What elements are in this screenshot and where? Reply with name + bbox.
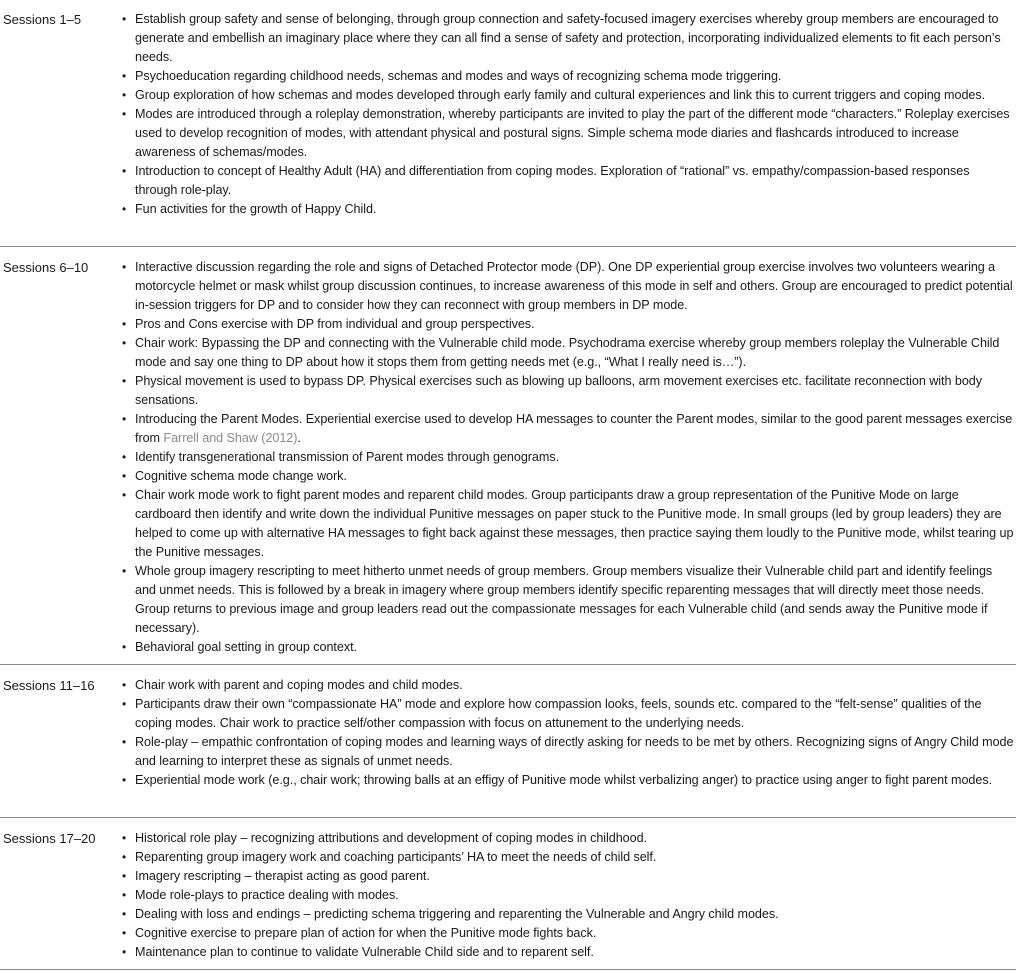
list-item: • Pros and Cons exercise with DP from individual and group perspectives.: [122, 315, 1014, 334]
citation-link[interactable]: Farrell and Shaw (2012): [163, 431, 298, 445]
list-item: • Dealing with loss and endings – predicting schema triggering and reparenting the Vulnerable and Angry child modes.: [122, 905, 1014, 924]
bullet-icon: •: [122, 260, 127, 274]
activity-list: [122, 676, 1014, 790]
list-item: • Interactive discussion regarding the role and signs of Detached Protector mode (DP). One DP experiential group exercise involves two volunteers wearing a motorcycle helmet or mask whilst group discussion continues, to increase awareness of this mode in self and others. Group are encouraged to predict potential in-session triggers for DP and to consider how they can reconnect with group members in DP mode.: [122, 260, 1013, 312]
list-item: • Role-play – empathic confrontation of coping modes and learning ways of directly asking for needs to be met by others. Recognizing signs of Angry Child mode and learning to interpret these as signals of unmet needs.: [122, 735, 1014, 768]
list-item: • Historical role play – recognizing attributions and development of coping modes in childhood.: [122, 829, 1014, 848]
bullet-icon: •: [122, 374, 127, 388]
bullet-icon: •: [122, 488, 127, 502]
list-item: • Chair work with parent and coping modes and child modes.: [122, 676, 1014, 695]
list-item: • Cognitive schema mode change work.: [122, 467, 1014, 486]
list-item: • Imagery rescripting – therapist acting as good parent.: [122, 867, 1014, 886]
bullet-icon: •: [122, 640, 127, 654]
bullet-icon: •: [122, 564, 127, 578]
bullet-icon: •: [122, 888, 127, 902]
bullet-icon: •: [122, 12, 127, 26]
list-item: • Establish group safety and sense of belonging, through group connection and safety-focused imagery exercises whereby group members are encouraged to generate and embellish an imaginary place where they can all find a sense of safety and protection, incorporating individualized elements to fit each person’s needs.: [122, 12, 1001, 64]
list-item: • Introduction to concept of Healthy Adult (HA) and differentiation from coping modes. Exploration of “rational” vs. empathy/compassion-based responses through role-play.: [122, 164, 970, 197]
list-item: • Reparenting group imagery work and coaching participants’ HA to meet the needs of child self.: [122, 848, 1014, 867]
session-label: Sessions 1–5: [3, 12, 82, 27]
list-item: • Behavioral goal setting in group context.: [122, 638, 1014, 657]
bullet-icon: •: [122, 697, 127, 711]
bullet-icon: •: [122, 164, 127, 178]
list-item: • Participants draw their own “compassionate HA” mode and explore how compassion looks, feels, sounds etc. compared to the “felt-sense” qualities of the coping modes. Chair work to practice self/other compassion with focus on attunement to the underlying needs.: [122, 697, 982, 730]
list-item: • Group exploration of how schemas and modes developed through early family and cultural experiences and link this to current triggers and coping modes.: [122, 86, 1014, 105]
list-item: • Maintenance plan to continue to validate Vulnerable Child side and to reparent self.: [122, 943, 1014, 962]
list-item: • Introducing the Parent Modes. Experiential exercise used to develop HA messages to counter the Parent modes, similar to the good parent messages exercise from Farrell and Shaw (2012).: [122, 412, 1013, 445]
bullet-icon: •: [122, 850, 127, 864]
bullet-icon: •: [122, 469, 127, 483]
activity-list: [122, 10, 1014, 219]
list-item: • Fun activities for the growth of Happy Child.: [122, 200, 1014, 219]
bullet-icon: •: [122, 412, 127, 426]
bullet-icon: •: [122, 450, 127, 464]
session-label: Sessions 6–10: [3, 260, 89, 275]
session-label: Sessions 17–20: [3, 831, 96, 846]
list-item: • Physical movement is used to bypass DP. Physical exercises such as blowing up balloons, arm movement exercises etc. facilitate reconnection with body sensations.: [122, 374, 983, 407]
bullet-icon: •: [122, 773, 127, 787]
bullet-icon: •: [122, 317, 127, 331]
bullet-icon: •: [122, 678, 127, 692]
activity-list: [122, 258, 1014, 657]
bullet-icon: •: [122, 926, 127, 940]
row-divider: [0, 664, 1016, 665]
list-item: • Chair work mode work to fight parent modes and reparent child modes. Group participants draw a group representation of the Punitive Mode on large cardboard then identify and write down the individual Punitive messages on paper stuck to the Punitive mode. In small groups (led by group leaders) they are helped to come up with alternative HA messages to fight back against these messages, then practice saying them loudly to the Punitive mode, whilst tearing up the Punitive messages.: [122, 488, 1014, 559]
bullet-icon: •: [122, 69, 127, 83]
bullet-icon: •: [122, 907, 127, 921]
bullet-icon: •: [122, 202, 127, 216]
bullet-icon: •: [122, 107, 127, 121]
bullet-icon: •: [122, 869, 127, 883]
row-divider: [0, 969, 1016, 970]
bullet-icon: •: [122, 831, 127, 845]
session-label: Sessions 11–16: [3, 678, 95, 693]
list-item: • Chair work: Bypassing the DP and connecting with the Vulnerable child mode. Psychodrama exercise whereby group members roleplay the Vulnerable Child mode and say one thing to DP about how it stops them from getting needs met (e.g., “What I really need is…”).: [122, 336, 1000, 369]
bullet-icon: •: [122, 735, 127, 749]
bullet-icon: •: [122, 336, 127, 350]
list-item: • Identify transgenerational transmission of Parent modes through genograms.: [122, 448, 1014, 467]
row-divider: [0, 817, 1016, 818]
list-item: • Modes are introduced through a roleplay demonstration, whereby participants are invited to play the part of the different mode “characters.” Roleplay exercises used to develop recognition of modes, with attendant physical and postural signs. Simple schema mode diaries and flashcards introduced to increase awareness of schemas/modes.: [122, 107, 1010, 159]
list-item: • Experiential mode work (e.g., chair work; throwing balls at an effigy of Punitive mode whilst verbalizing anger) to practice using anger to fight parent modes.: [122, 771, 1014, 790]
list-item: • Cognitive exercise to prepare plan of action for when the Punitive mode fights back.: [122, 924, 1014, 943]
list-item: • Mode role-plays to practice dealing with modes.: [122, 886, 1014, 905]
activity-list: [122, 829, 1014, 962]
bullet-icon: •: [122, 88, 127, 102]
list-item: • Whole group imagery rescripting to meet hitherto unmet needs of group members. Group members visualize their Vulnerable child part and identify feelings and unmet needs. This is followed by a break in imagery where group members identify specific reparenting messages that will directly meet those needs. Group returns to previous image and group leaders read out the compassionate messages for each Vulnerable child (and sends away the Punitive mode if necessary).: [122, 564, 993, 635]
list-item: • Psychoeducation regarding childhood needs, schemas and modes and ways of recognizing schema mode triggering.: [122, 67, 1014, 86]
bullet-icon: •: [122, 945, 127, 959]
row-divider: [0, 246, 1016, 247]
